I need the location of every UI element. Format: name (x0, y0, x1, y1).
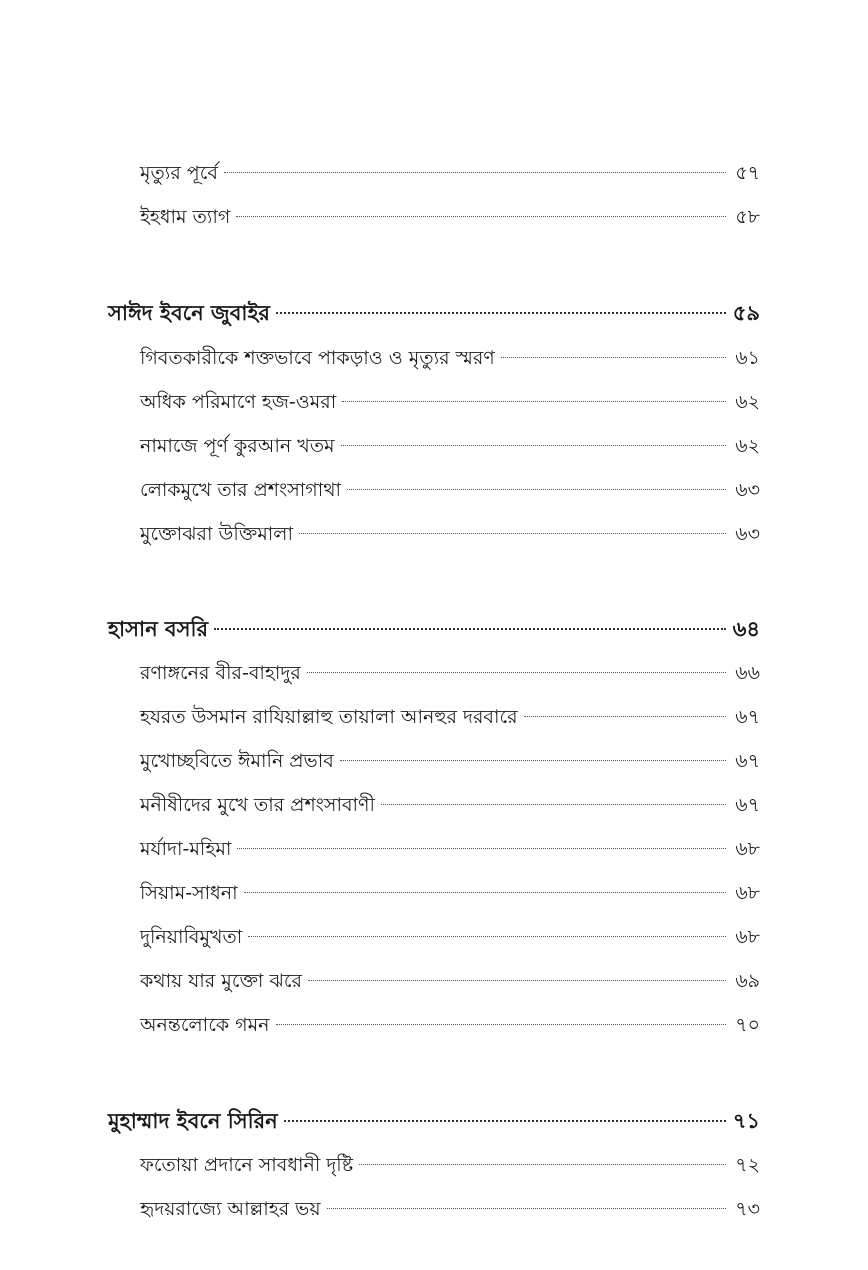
page-number: ৫৭ (735, 162, 760, 184)
dot-leader (308, 980, 726, 981)
entry-title: অনন্তলোকে গমন (140, 1014, 270, 1036)
toc-entry (140, 341, 760, 375)
dot-leader (276, 1024, 726, 1025)
entry-title: ইহধাম ত্যাগ (140, 206, 231, 228)
page-number: ৬৭ (735, 750, 760, 772)
toc-entry (140, 788, 760, 822)
entry-title: নামাজে পূর্ণ কুরআন খতম (140, 435, 335, 457)
dot-leader (307, 672, 726, 673)
dot-leader (248, 936, 726, 937)
page-number: ৬১ (735, 347, 760, 369)
page-number: ৬৩ (735, 523, 760, 545)
dot-leader (284, 1120, 726, 1122)
entry-title: রণাঙ্গনের বীর-বাহাদুর (140, 662, 301, 684)
toc-entry (140, 156, 760, 190)
page-number: ৬৭ (735, 794, 760, 816)
dot-leader (501, 357, 726, 358)
toc-entry (140, 200, 760, 234)
entry-title: মৃত্যুর পূর্বে (140, 162, 218, 184)
toc-entry (140, 517, 760, 551)
entry-title: লোকমুখে তার প্রশংসাগাথা (140, 479, 342, 501)
page-number: ৬৮ (735, 838, 760, 860)
dot-leader (347, 489, 726, 490)
dot-leader (327, 1208, 726, 1209)
toc-section-heading (108, 296, 760, 330)
toc-section-heading (108, 612, 760, 646)
entry-title: হৃদয়রাজ্যে আল্লাহর ভয় (140, 1198, 321, 1220)
page-number: ৬৮ (735, 882, 760, 904)
dot-leader (342, 401, 726, 402)
section-title: সাঈদ ইবনে জুবাইর (108, 301, 270, 325)
toc-entry (140, 385, 760, 419)
dot-leader (359, 1164, 726, 1165)
entry-title: অধিক পরিমাণে হজ-ওমরা (140, 391, 337, 413)
page-number: ৭১ (732, 1109, 760, 1133)
page-number: ৬৮ (735, 926, 760, 948)
toc-entry (140, 920, 760, 954)
dot-leader (237, 848, 726, 849)
entry-title: মুখোচ্ছবিতে ঈমানি প্রভাব (140, 750, 334, 772)
toc-entry (140, 964, 760, 998)
entry-title: কথায় যার মুক্তো ঝরে (140, 970, 302, 992)
dot-leader (224, 172, 726, 173)
entry-title: ফতোয়া প্রদানে সাবধানী দৃষ্টি (140, 1154, 354, 1176)
toc-entry (140, 1148, 760, 1182)
dot-leader (244, 892, 726, 893)
dot-leader (276, 312, 726, 314)
dot-leader (341, 445, 726, 446)
page-number: ৬২ (735, 435, 760, 457)
entry-title: মুক্তোঝরা উক্তিমালা (140, 523, 293, 545)
dot-leader (524, 716, 726, 717)
entry-title: মনীষীদের মুখে তার প্রশংসাবাণী (140, 794, 375, 816)
section-title: হাসান বসরি (108, 617, 209, 641)
entry-title: সিয়াম-সাধনা (140, 882, 238, 904)
entry-title: মর্যাদা-মহিমা (140, 838, 232, 860)
dot-leader (340, 760, 726, 761)
toc-entry (140, 700, 760, 734)
page-number: ৭২ (735, 1154, 760, 1176)
page-number: ৬৬ (735, 662, 760, 684)
toc-entry (140, 832, 760, 866)
page-number: ৬২ (735, 391, 760, 413)
toc-entry (140, 1192, 760, 1226)
toc-section-heading (108, 1104, 760, 1138)
page-number: ৬৯ (735, 970, 760, 992)
dot-leader (381, 804, 726, 805)
dot-leader (299, 533, 726, 534)
dot-leader (236, 216, 726, 217)
page-number: ৬৭ (735, 706, 760, 728)
page-number: ৫৮ (735, 206, 760, 228)
page-number: ৬৪ (732, 617, 760, 641)
toc-entry (140, 876, 760, 910)
section-title: মুহাম্মাদ ইবনে সিরিন (108, 1109, 278, 1133)
page-number: ৭০ (735, 1014, 760, 1036)
entry-title: গিবতকারীকে শক্তভাবে পাকড়াও ও মৃত্যুর স্মরণ (140, 347, 495, 369)
page-number: ৫৯ (732, 301, 760, 325)
dot-leader (214, 628, 726, 630)
page-number: ৭৩ (735, 1198, 760, 1220)
toc-entry (140, 429, 760, 463)
toc-entry (140, 656, 760, 690)
entry-title: দুনিয়াবিমুখতা (140, 926, 243, 948)
entry-title: হযরত উসমান রাযিয়াল্লাহু তায়ালা আনহুর দরবারে (140, 706, 518, 728)
toc-entry (140, 1008, 760, 1042)
page-number: ৬৩ (735, 479, 760, 501)
toc-entry (140, 473, 760, 507)
toc-entry (140, 744, 760, 778)
